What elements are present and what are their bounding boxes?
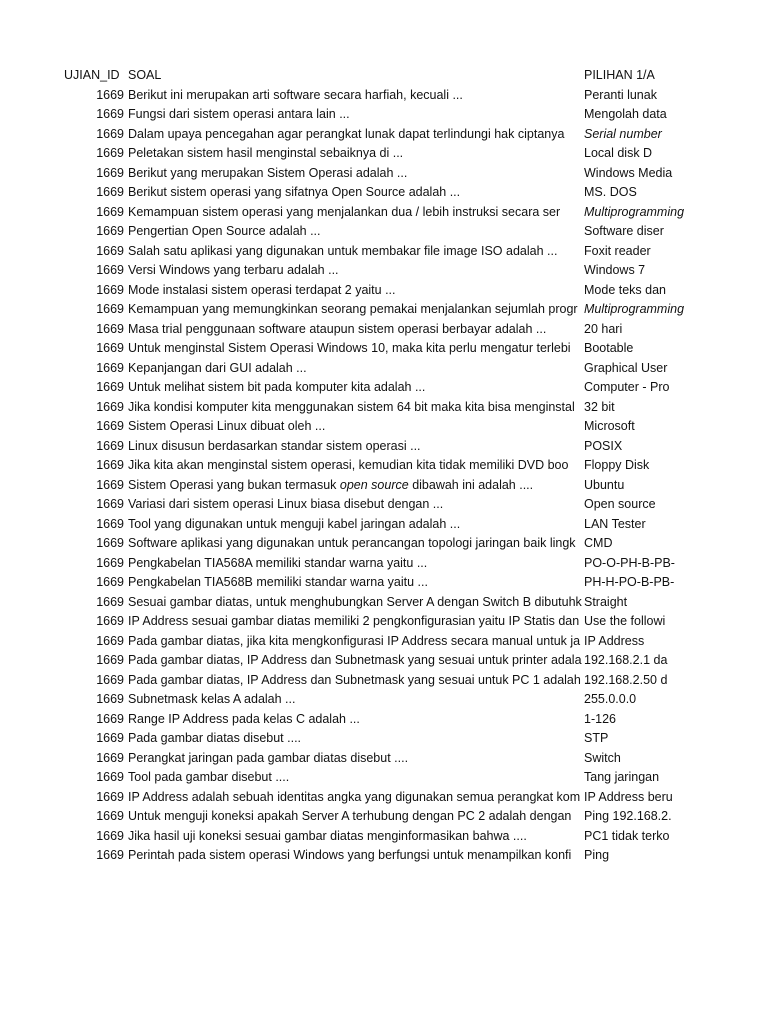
header-ujian-id: UJIAN_ID [64,68,120,82]
cell-ujian-id: 1669 [96,633,124,648]
cell-pilihan: Local disk D [584,146,653,160]
soal-text: dibawah ini adalah .... [408,477,534,492]
spreadsheet [0,66,768,866]
cell-pilihan: Open source [584,497,656,511]
cell-ujian-id: 1669 [96,399,124,414]
table-row [0,456,768,476]
cell-soal: Peletakan sistem hasil menginstal sebaiknya di ... [128,146,404,160]
cell-pilihan: PO-O-PH-B-PB- [584,555,675,570]
table-row [0,651,768,671]
cell-ujian-id: 1669 [96,360,124,375]
cell-pilihan: 192.168.2.50 d [584,672,668,687]
cell-pilihan: Ping 192.168.2. [584,809,672,823]
cell-soal: Berikut ini merupakan arti software secara harfiah, kecuali ... [128,87,463,102]
cell-pilihan: STP [584,731,609,745]
cell-ujian-id: 1669 [96,750,124,765]
table-row [0,573,768,593]
cell-ujian-id: 1669 [96,185,124,199]
table-row [0,593,768,613]
cell-soal: Sesuai gambar diatas, untuk menghubungkan Server A dengan Switch B dibutuhk [128,594,582,609]
cell-ujian-id: 1669 [96,536,124,550]
table-body [0,86,768,866]
table-row [0,398,768,418]
cell-pilihan: LAN Tester [584,516,646,531]
table-row [0,788,768,808]
table-row [0,534,768,554]
cell-pilihan: Mode teks dan [584,282,666,297]
cell-soal: Jika kondisi komputer kita menggunakan sistem 64 bit maka kita bisa menginstal [128,399,575,414]
cell-ujian-id: 1669 [96,575,124,589]
table-row [0,320,768,340]
cell-soal: Pada gambar diatas, IP Address dan Subnetmask yang sesuai untuk printer adala [128,653,582,667]
cell-pilihan: Bootable [584,341,634,355]
cell-soal [128,476,582,496]
cell-pilihan: Windows Media [584,165,673,180]
table-row [0,690,768,710]
cell-soal: Masa trial penggunaan software ataupun sistem operasi berbayar adalah ... [128,321,547,336]
cell-ujian-id: 1669 [96,614,124,628]
table-row [0,710,768,730]
cell-pilihan: Tang jaringan [584,770,660,784]
cell-soal: Variasi dari sistem operasi Linux biasa disebut dengan ... [128,497,444,511]
cell-ujian-id: 1669 [96,263,124,277]
cell-ujian-id: 1669 [96,165,124,180]
cell-pilihan: 192.168.2.1 da [584,653,668,667]
cell-ujian-id: 1669 [96,477,124,492]
table-row [0,359,768,379]
cell-soal: Pada gambar diatas, jika kita mengkonfigurasi IP Address secara manual untuk ja [128,633,581,648]
cell-soal: Kemampuan yang memungkinkan seorang pemakai menjalankan sejumlah progr [128,302,578,316]
cell-ujian-id: 1669 [96,438,124,453]
cell-soal: Untuk melihat sistem bit pada komputer kita adalah ... [128,380,426,394]
cell-soal: Perintah pada sistem operasi Windows yang berfungsi untuk menampilkan konfi [128,848,572,862]
cell-pilihan: Graphical User [584,360,668,375]
header-pilihan: PILIHAN 1/A [584,68,655,82]
table-row [0,417,768,437]
soal-text: Sistem Operasi yang bukan termasuk [128,477,340,492]
cell-soal: Pengertian Open Source adalah ... [128,224,321,238]
cell-soal: Pada gambar diatas disebut .... [128,731,302,745]
cell-soal: Linux disusun berdasarkan standar sistem operasi ... [128,438,421,453]
cell-soal: Jika hasil uji koneksi sesuai gambar diatas menginformasikan bahwa .... [128,828,527,843]
cell-ujian-id: 1669 [96,87,124,102]
table-row [0,495,768,515]
cell-pilihan: POSIX [584,438,623,453]
table-row [0,437,768,457]
cell-soal: Untuk menginstal Sistem Operasi Windows 10, maka kita perlu mengatur terlebi [128,341,571,355]
cell-ujian-id: 1669 [96,204,124,219]
cell-pilihan: Switch [584,750,621,765]
table-row [0,125,768,145]
table-row [0,729,768,749]
table-row [0,515,768,535]
cell-soal: Tool pada gambar disebut .... [128,770,290,784]
cell-soal: Software aplikasi yang digunakan untuk perancangan topologi jaringan baik lingk [128,536,576,550]
cell-pilihan: Peranti lunak [584,87,657,102]
cell-ujian-id: 1669 [96,770,124,784]
table-row [0,749,768,769]
cell-pilihan: Straight [584,594,628,609]
table-row [0,242,768,262]
cell-soal: Kemampuan sistem operasi yang menjalankan dua / lebih instruksi secara ser [128,204,561,219]
table-row [0,827,768,847]
cell-ujian-id: 1669 [96,282,124,297]
table-row [0,846,768,866]
table-row [0,144,768,164]
cell-ujian-id: 1669 [96,497,124,511]
table-row [0,183,768,203]
cell-ujian-id: 1669 [96,692,124,706]
cell-soal: Berikut yang merupakan Sistem Operasi adalah ... [128,165,408,180]
cell-ujian-id: 1669 [96,653,124,667]
cell-ujian-id: 1669 [96,516,124,531]
cell-ujian-id: 1669 [96,731,124,745]
cell-pilihan: CMD [584,536,613,550]
cell-ujian-id: 1669 [96,594,124,609]
cell-pilihan: IP Address beru [584,789,673,804]
cell-soal: Dalam upaya pencegahan agar perangkat lunak dapat terlindungi hak ciptanya [128,126,565,141]
cell-ujian-id: 1669 [96,107,124,121]
cell-ujian-id: 1669 [96,419,124,433]
table-row [0,339,768,359]
cell-ujian-id: 1669 [96,672,124,687]
cell-soal: Fungsi dari sistem operasi antara lain ... [128,107,350,121]
cell-soal: Pada gambar diatas, IP Address dan Subnetmask yang sesuai untuk PC 1 adalah .. [128,672,592,687]
table-row [0,768,768,788]
table-row [0,261,768,281]
cell-pilihan: Foxit reader [584,243,651,258]
cell-soal: Sistem Operasi Linux dibuat oleh ... [128,419,326,433]
cell-pilihan: Serial number [584,126,662,141]
cell-ujian-id: 1669 [96,711,124,726]
cell-pilihan: PC1 tidak terko [584,828,670,843]
cell-soal: Tool yang digunakan untuk menguji kabel jaringan adalah ... [128,516,461,531]
cell-soal: Untuk menguji koneksi apakah Server A terhubung dengan PC 2 adalah dengan [128,809,572,823]
cell-pilihan: 20 hari [584,321,623,336]
cell-pilihan: Ubuntu [584,477,625,492]
cell-pilihan: 255.0.0.0 [584,692,637,706]
cell-ujian-id: 1669 [96,126,124,141]
cell-pilihan: MS. DOS [584,185,637,199]
table-row [0,222,768,242]
cell-pilihan: 32 bit [584,399,615,414]
cell-soal: Jika kita akan menginstal sistem operasi, kemudian kita tidak memiliki DVD boo [128,458,569,472]
cell-pilihan: Multiprogramming [584,302,685,316]
table-row [0,554,768,574]
cell-ujian-id: 1669 [96,809,124,823]
table-row [0,164,768,184]
header-row [0,66,768,86]
cell-ujian-id: 1669 [96,146,124,160]
cell-pilihan: 1-126 [584,711,616,726]
cell-ujian-id: 1669 [96,789,124,804]
soal-emphasis: open source [339,477,409,492]
table-row [0,807,768,827]
table-row [0,632,768,652]
cell-pilihan: PH-H-PO-B-PB- [584,575,675,589]
cell-pilihan: Mengolah data [584,107,667,121]
cell-soal: Versi Windows yang terbaru adalah ... [128,263,339,277]
cell-ujian-id: 1669 [96,321,124,336]
cell-soal: Mode instalasi sistem operasi terdapat 2 yaitu ... [128,282,396,297]
cell-ujian-id: 1669 [96,380,124,394]
cell-ujian-id: 1669 [96,555,124,570]
cell-soal: Perangkat jaringan pada gambar diatas disebut .... [128,750,409,765]
cell-soal: Kepanjangan dari GUI adalah ... [128,360,307,375]
cell-ujian-id: 1669 [96,243,124,258]
cell-pilihan: Use the followi [584,614,666,628]
header-soal: SOAL [128,68,162,82]
table-row [0,612,768,632]
cell-pilihan: Microsoft [584,419,635,433]
cell-pilihan: IP Address [584,633,645,648]
cell-pilihan: Windows 7 [584,263,646,277]
cell-soal: Pengkabelan TIA568A memiliki standar warna yaitu ... [128,555,428,570]
cell-pilihan: Ping [584,848,610,862]
cell-pilihan: Multiprogramming [584,204,685,219]
cell-ujian-id: 1669 [96,341,124,355]
cell-pilihan: Computer - Pro [584,380,670,394]
cell-soal: IP Address sesuai gambar diatas memiliki 2 pengkonfigurasian yaitu IP Statis dan [128,614,580,628]
table-row [0,203,768,223]
cell-soal: Subnetmask kelas A adalah ... [128,692,296,706]
cell-ujian-id: 1669 [96,828,124,843]
table-row [0,476,768,496]
cell-soal: Berikut sistem operasi yang sifatnya Open Source adalah ... [128,185,461,199]
cell-ujian-id: 1669 [96,458,124,472]
table-row [0,671,768,691]
cell-soal: Pengkabelan TIA568B memiliki standar warna yaitu ... [128,575,428,589]
cell-pilihan: Floppy Disk [584,458,650,472]
cell-soal: Range IP Address pada kelas C adalah ... [128,711,360,726]
cell-soal: IP Address adalah sebuah identitas angka yang digunakan semua perangkat kom [128,789,581,804]
cell-ujian-id: 1669 [96,302,124,316]
cell-soal: Salah satu aplikasi yang digunakan untuk membakar file image ISO adalah ... [128,243,558,258]
table-row [0,300,768,320]
table-row [0,105,768,125]
table-row [0,378,768,398]
cell-ujian-id: 1669 [96,224,124,238]
table-row [0,86,768,106]
table-row [0,281,768,301]
cell-pilihan: Software diser [584,224,664,238]
cell-ujian-id: 1669 [96,848,124,862]
